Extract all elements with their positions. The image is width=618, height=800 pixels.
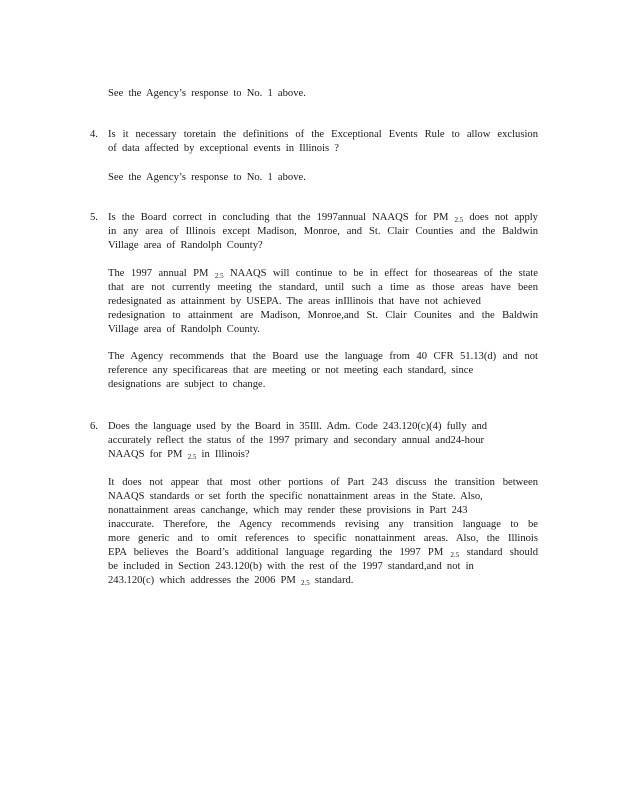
- question-6-line: Does the language used by the Board in 35Ill. Adm. Code 243.120(c)(4) fully and: [108, 421, 488, 432]
- answer-line: 243.120(c) which addresses the 2006 PM $_{2.5}$ standard.: [108, 575, 354, 587]
- question-5-answer-paragraph-1: [108, 267, 538, 337]
- question-6-text: [108, 420, 538, 462]
- answer-line: nonattainment areas canchange, which may render these provisions in Part 243: [108, 505, 468, 516]
- answer-line: It does not appear that most other portions of Part 243 discuss the transition between: [108, 477, 538, 488]
- answer-line: redesignation to attainment are Madison, Monroe,and St. Clair Counites and the Baldwin: [108, 310, 538, 321]
- answer-line: The 1997 annual PM $_{2.5}$ NAAQS will continue to be in effect for thoseareas of the state: [108, 268, 539, 280]
- answer-line: Village area of Randolph County.: [108, 324, 260, 335]
- question-4-answer: [108, 171, 538, 185]
- question-5-text: [108, 211, 538, 253]
- question-4-line: Is it necessary toretain the definitions of the Exceptional Events Rule to allow exclusion: [108, 129, 538, 140]
- question-5-line: in any area of Illinois except Madison, Monroe, and St. Clair Counties and the Baldwin: [108, 226, 538, 237]
- question-6-line: accurately reflect the status of the 1997 primary and secondary annual and24-hour: [108, 435, 485, 446]
- answer-line: be included in Section 243.120(b) with the rest of the 1997 standard,and not in: [108, 561, 474, 572]
- question-6-line: NAAQS for PM $_{2.5}$ in Illinois?: [108, 449, 250, 461]
- answer-line: designations are subject to change.: [108, 379, 266, 390]
- question-6-number: 6.: [90, 421, 98, 432]
- question-4-line: of data affected by exceptional events in Illinois ?: [108, 143, 340, 154]
- answer-line: The Agency recommends that the Board use the language from 40 CFR 51.13(d) and not: [108, 351, 538, 362]
- answer-line: redesignated as attainment by USEPA. The areas inIllinois that have not achieved: [108, 296, 481, 307]
- answer-line: EPA believes the Board’s additional language regarding the 1997 PM $_{2.5}$ standard should: [108, 547, 539, 559]
- answer-line: inaccurate. Therefore, the Agency recommends revising any transition language to be: [108, 519, 538, 530]
- question-5-line: Is the Board correct in concluding that the 1997annual NAAQS for PM $_{2.5}$ does not apply: [108, 212, 538, 224]
- question-5-line: Village area of Randolph County?: [108, 240, 263, 251]
- answer-line: that are not currently meeting the standard, until such a time as those areas have been: [108, 282, 538, 293]
- answer-line: reference any specificareas that are meeting or not meeting each standard, since: [108, 365, 474, 376]
- question-5-answer-paragraph-2: [108, 350, 538, 392]
- question-4-text: [108, 128, 538, 156]
- answer-line: NAAQS standards or set forth the specific nonattainment areas in the State. Also,: [108, 491, 483, 502]
- answer-line: more generic and to omit references to specific nonattainment areas. Also, the Illinois: [108, 533, 538, 544]
- question-6-answer: [108, 476, 538, 588]
- response-reference-text: See the Agency’s response to No. 1 above.: [108, 172, 306, 183]
- question-4-number: 4.: [90, 129, 98, 140]
- response-reference-top: [108, 87, 538, 101]
- question-5-number: 5.: [90, 212, 98, 223]
- response-reference-text: See the Agency’s response to No. 1 above.: [108, 88, 306, 99]
